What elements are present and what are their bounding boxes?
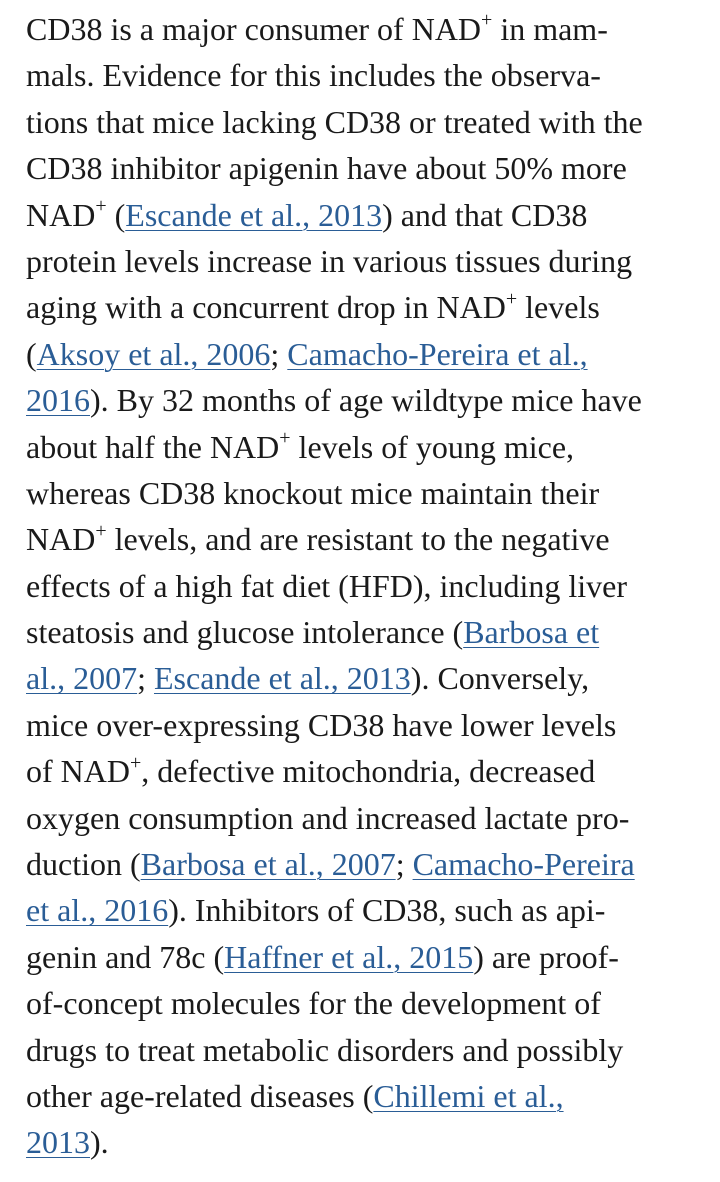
- citation-link-barbosa-2007[interactable]: Barbosa et: [463, 614, 600, 651]
- text-run: ;: [137, 660, 154, 697]
- text-run: (: [106, 196, 126, 233]
- superscript-plus: +: [95, 519, 107, 542]
- text-line: [26, 470, 706, 516]
- text-line: [26, 284, 706, 330]
- text-line: [26, 377, 706, 423]
- citation-link-escande-2013[interactable]: Escande et al., 2013: [153, 660, 411, 697]
- citation-link-barbosa-2007[interactable]: Barbosa et al., 2007: [140, 846, 396, 883]
- text-line: [26, 702, 706, 748]
- text-run: ). Inhibitors of CD38, such as api-: [168, 892, 606, 929]
- text-run: ).: [90, 1124, 109, 1161]
- text-run: ) are proof-: [473, 938, 619, 975]
- text-run: in mam-: [492, 11, 608, 47]
- text-line: [26, 980, 706, 1026]
- text-line: [26, 887, 706, 933]
- text-run: aging with a concurrent drop in NAD: [26, 289, 506, 326]
- text-line: [26, 238, 706, 284]
- citation-link-barbosa-2007[interactable]: al., 2007: [26, 660, 138, 697]
- text-run: CD38 is a major consumer of NAD: [26, 11, 482, 47]
- text-line: [26, 331, 706, 377]
- text-line: [26, 655, 706, 701]
- text-run: genin and 78c (: [26, 938, 225, 975]
- text-line: [26, 1073, 706, 1119]
- superscript-plus: +: [505, 287, 518, 310]
- superscript-plus: +: [481, 9, 493, 32]
- text-line: [26, 6, 706, 52]
- text-run: duction (: [26, 846, 141, 883]
- text-run: NAD: [26, 521, 96, 558]
- citation-link-camacho-pereira-2016[interactable]: Camacho-Pereira: [412, 846, 635, 883]
- text-line: [26, 934, 706, 980]
- text-run: drugs to treat metabolic disorders and possibly: [26, 1031, 624, 1068]
- text-run: ) and that CD38: [382, 196, 588, 233]
- text-run: mice over-expressing CD38 have lower levels: [26, 706, 617, 743]
- text-run: , defective mitochondria, decreased: [141, 753, 596, 790]
- text-run: of NAD: [26, 753, 130, 790]
- text-line: [26, 424, 706, 470]
- text-run: about half the NAD: [26, 428, 280, 465]
- superscript-plus: +: [95, 194, 107, 217]
- text-line: [26, 145, 706, 191]
- citation-link-camacho-pereira-2016[interactable]: et al., 2016: [26, 892, 169, 929]
- text-run: ). Conversely,: [410, 660, 590, 697]
- citation-link-haffner-2015[interactable]: Haffner et al., 2015: [224, 938, 474, 975]
- text-run: ). By 32 months of age wildtype mice have: [90, 382, 642, 419]
- text-run: mals. Evidence for this includes the observa-: [26, 57, 601, 94]
- citation-link-escande-2013[interactable]: Escande et al., 2013: [125, 196, 383, 233]
- citation-link-aksoy-2006[interactable]: Aksoy et al., 2006: [36, 335, 271, 372]
- citation-link-camacho-pereira-2016[interactable]: 2016: [26, 382, 90, 419]
- text-line: [26, 609, 706, 655]
- superscript-plus: +: [279, 426, 291, 449]
- citation-link-chillemi-2013[interactable]: 2013: [26, 1124, 90, 1161]
- text-run: steatosis and glucose intolerance (: [26, 614, 464, 651]
- citation-link-camacho-pereira-2016[interactable]: Camacho-Pereira et al.,: [287, 335, 588, 372]
- text-run: of-concept molecules for the development of: [26, 985, 601, 1022]
- text-run: levels of young mice,: [290, 428, 575, 465]
- text-run: CD38 inhibitor apigenin have about 50% more: [26, 150, 627, 187]
- text-run: NAD: [26, 196, 96, 233]
- citation-link-chillemi-2013[interactable]: Chillemi et al.,: [373, 1077, 564, 1114]
- text-run: (: [26, 335, 37, 372]
- text-run: effects of a high fat diet (HFD), including liver: [26, 567, 628, 604]
- text-line: [26, 52, 706, 98]
- superscript-plus: +: [129, 751, 142, 774]
- text-run: ;: [395, 846, 413, 883]
- text-line: [26, 563, 706, 609]
- text-line: [26, 1119, 706, 1165]
- text-line: [26, 841, 706, 887]
- text-run: tions that mice lacking CD38 or treated with the: [26, 103, 643, 140]
- text-line: [26, 748, 706, 794]
- text-run: whereas CD38 knockout mice maintain their: [26, 474, 600, 511]
- text-line: [26, 99, 706, 145]
- text-run: protein levels increase in various tissues during: [26, 242, 633, 279]
- text-line: [26, 795, 706, 841]
- article-paragraph: [26, 6, 706, 1166]
- text-line: [26, 516, 706, 562]
- text-run: levels: [517, 289, 600, 326]
- text-run: oxygen consumption and increased lactate pro-: [26, 799, 630, 836]
- text-run: ;: [270, 335, 288, 372]
- text-run: other age-related diseases (: [26, 1077, 374, 1114]
- text-run: levels, and are resistant to the negative: [106, 521, 610, 558]
- text-line: [26, 192, 706, 238]
- text-line: [26, 1027, 706, 1073]
